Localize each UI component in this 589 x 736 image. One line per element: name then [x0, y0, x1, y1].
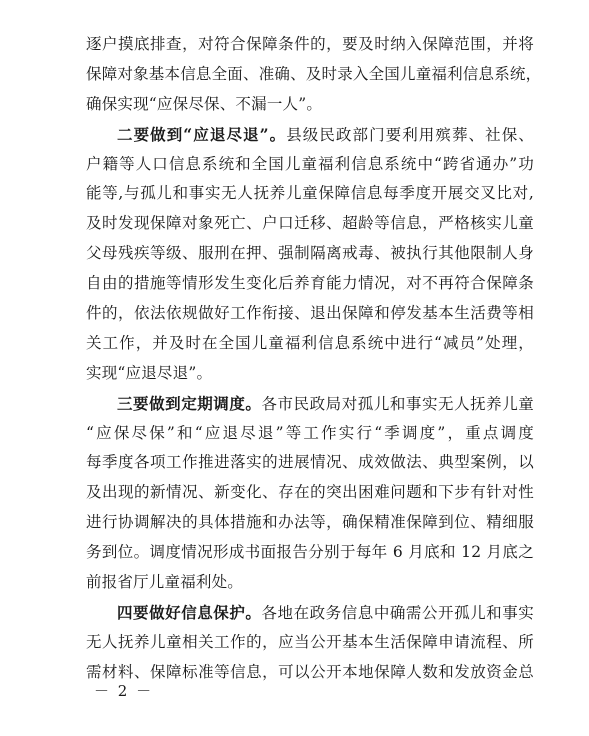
paragraph-2 — [86, 120, 534, 389]
paragraph-heading: 四要做好信息保护。 — [117, 602, 262, 622]
text-line — [86, 120, 534, 150]
text-line: 确保实现“应保尽保、不漏一人”。 — [86, 94, 323, 113]
text-line — [86, 598, 534, 628]
text-line: 关工作，并及时在全国儿童福利信息系统中进行“减员”处理， — [86, 333, 534, 352]
text-line: 及时发现保障对象死亡、户口迁移、超龄等信息，严格核实儿童 — [86, 214, 534, 233]
paragraph-heading: 二要做到“应退尽退”。 — [117, 124, 287, 144]
paragraph-3 — [86, 389, 534, 598]
text-line: 前报省厅儿童福利处。 — [86, 573, 244, 592]
text-line — [86, 389, 534, 419]
text-run: 各市民政局对孤儿和事实无人抚养儿童 — [261, 394, 534, 413]
page-number: － 2 － — [94, 682, 154, 700]
text-line: 每季度各项工作推进落实的进展情况、成效做法、典型案例，以 — [86, 453, 534, 472]
text-line: 件的，依法依规做好工作衔接、退出保障和停发基本生活费等相 — [86, 304, 534, 323]
text-run: 县级民政部门要利用殡葬、社保、 — [286, 125, 534, 144]
text-line: 实现“应退尽退”。 — [86, 363, 213, 382]
text-run: 各地在政务信息中确需公开孤儿和事实 — [261, 603, 534, 622]
text-line: 及出现的新情况、新变化、存在的突出困难问题和下步有针对性 — [86, 483, 534, 502]
paragraph-1 — [86, 30, 542, 120]
text-line: 进行协调解决的具体措施和办法等，确保精准保障到位、精细服 — [86, 513, 534, 532]
text-line: 需材料、保障标准等信息，可以公开本地保障人数和发放资金总 — [86, 662, 534, 681]
text-line: 户籍等人口信息系统和全国儿童福利信息系统中“跨省通办”功 — [86, 154, 534, 173]
text-line: 务到位。调度情况形成书面报告分别于每年 6 月底和 12 月底之 — [86, 543, 534, 562]
text-line: 无人抚养儿童相关工作的，应当公开基本生活保障申请流程、所 — [86, 632, 534, 651]
text-line: 保障对象基本信息全面、准确、及时录入全国儿童福利信息系统， — [86, 64, 542, 83]
paragraph-heading: 三要做到定期调度。 — [117, 393, 262, 413]
text-line: 逐户摸底排查，对符合保障条件的，要及时纳入保障范围，并将 — [86, 35, 534, 53]
text-line: 自由的措施等情形发生变化后养育能力情况，对不再符合保障条 — [86, 274, 534, 293]
paragraph-4 — [86, 598, 534, 688]
document-body — [86, 30, 542, 688]
text-line: 能等,与孤儿和事实无人抚养儿童保障信息每季度开展交叉比对, — [86, 184, 534, 203]
text-line: “应保尽保”和“应退尽退”等工作实行“季调度”，重点调度 — [86, 423, 534, 442]
text-line: 父母残疾等级、服刑在押、强制隔离戒毒、被执行其他限制人身 — [86, 244, 534, 263]
